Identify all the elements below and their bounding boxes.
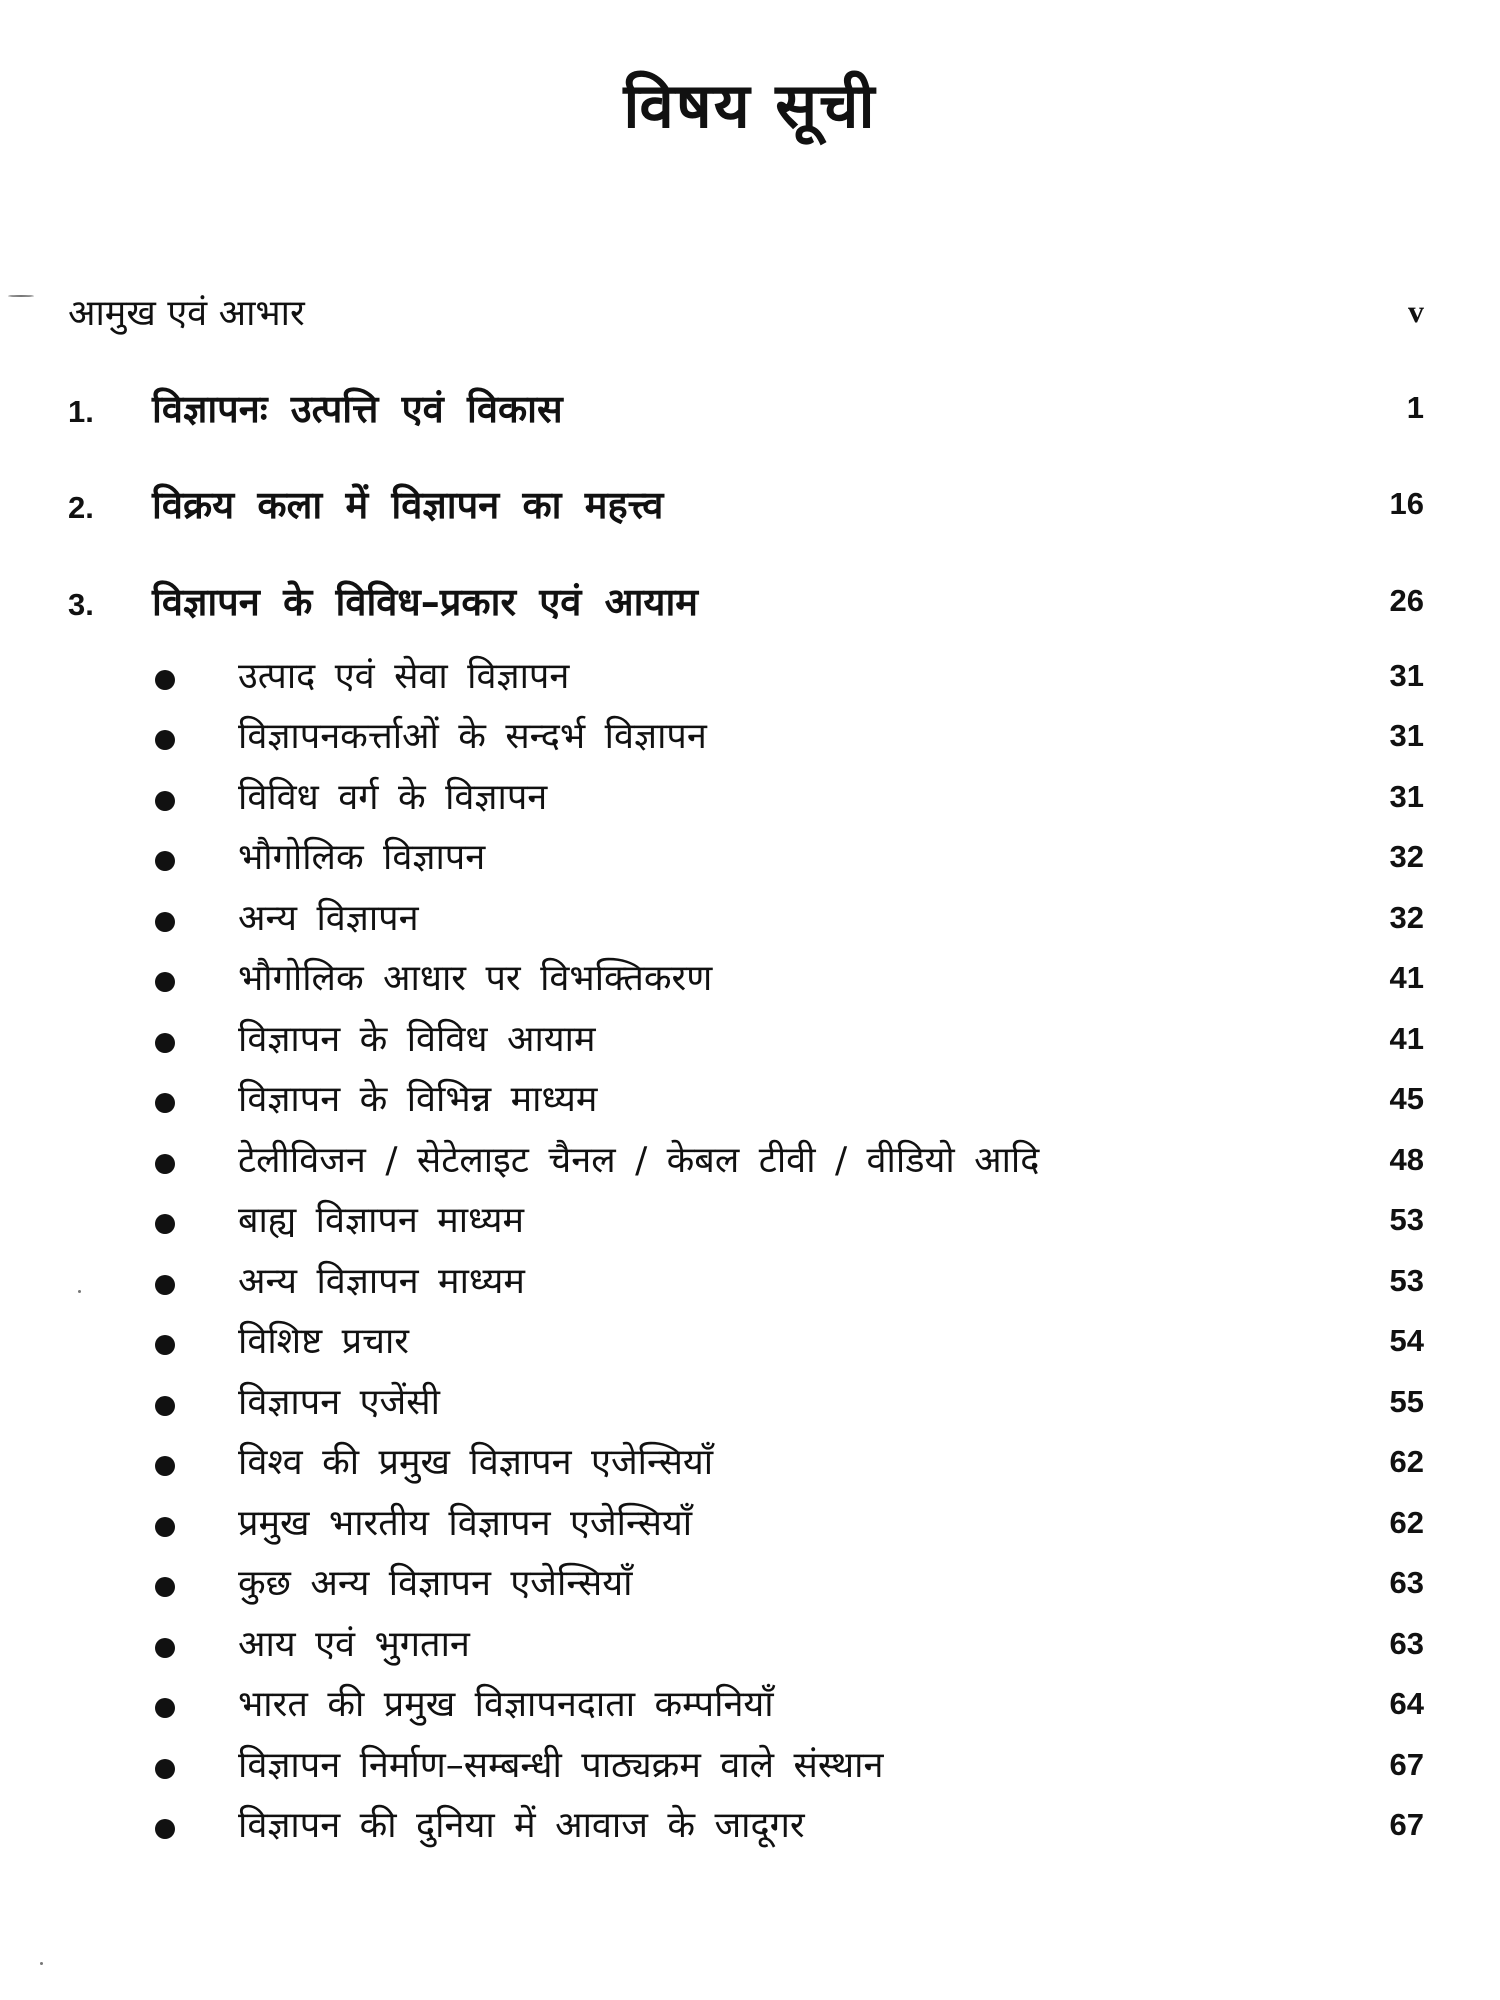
toc-item-row[interactable] bbox=[0, 952, 1500, 1002]
toc-item-row[interactable] bbox=[0, 1013, 1500, 1063]
item-title: अन्य विज्ञापन bbox=[238, 898, 419, 939]
bullet-icon bbox=[155, 1456, 175, 1476]
page-title: विषय सूची bbox=[623, 69, 877, 142]
bullet-icon bbox=[155, 1093, 175, 1113]
toc-item-row[interactable] bbox=[0, 771, 1500, 821]
item-page: 62 bbox=[1389, 1505, 1424, 1540]
toc-front-matter-row[interactable] bbox=[0, 287, 1500, 337]
item-page: 48 bbox=[1389, 1142, 1424, 1177]
item-page: 63 bbox=[1389, 1626, 1424, 1661]
bullet-icon bbox=[155, 1819, 175, 1839]
item-page: 31 bbox=[1389, 658, 1424, 693]
item-page: 53 bbox=[1389, 1263, 1424, 1298]
toc-item-row[interactable] bbox=[0, 1134, 1500, 1184]
item-title: विज्ञापनकर्त्ताओं के सन्दर्भ विज्ञापन bbox=[238, 716, 707, 757]
chapter-number: 2. bbox=[68, 490, 94, 525]
item-page: 63 bbox=[1389, 1565, 1424, 1600]
bullet-icon bbox=[155, 1335, 175, 1355]
scan-speck bbox=[8, 295, 34, 297]
chapter-title: विज्ञापनः उत्पत्ति एवं विकास bbox=[152, 387, 563, 431]
scan-speck bbox=[78, 1290, 81, 1293]
toc-item-row[interactable] bbox=[0, 1678, 1500, 1728]
bullet-icon bbox=[155, 791, 175, 811]
item-page: 32 bbox=[1389, 900, 1424, 935]
item-title: भारत की प्रमुख विज्ञापनदाता कम्पनियाँ bbox=[238, 1684, 774, 1725]
item-page: 41 bbox=[1389, 1021, 1424, 1056]
item-title: भौगोलिक विज्ञापन bbox=[238, 837, 486, 878]
bullet-icon bbox=[155, 730, 175, 750]
bullet-icon bbox=[155, 1396, 175, 1416]
bullet-icon bbox=[155, 1154, 175, 1174]
toc-item-row[interactable] bbox=[0, 1497, 1500, 1547]
item-page: 67 bbox=[1389, 1807, 1424, 1842]
toc-chapter-row[interactable] bbox=[0, 575, 1500, 625]
item-title: आय एवं भुगतान bbox=[238, 1624, 470, 1665]
item-title: बाह्य विज्ञापन माध्यम bbox=[238, 1200, 525, 1241]
item-title: विज्ञापन की दुनिया में आवाज के जादूगर bbox=[238, 1805, 805, 1846]
item-title: विज्ञापन के विभिन्न माध्यम bbox=[238, 1079, 598, 1120]
item-page: 31 bbox=[1389, 779, 1424, 814]
bullet-icon bbox=[155, 1638, 175, 1658]
toc-item-row[interactable] bbox=[0, 1194, 1500, 1244]
toc-item-row[interactable] bbox=[0, 1376, 1500, 1426]
item-title: विश्व की प्रमुख विज्ञापन एजेन्सियाँ bbox=[238, 1442, 714, 1483]
item-title: विज्ञापन एजेंसी bbox=[238, 1382, 440, 1423]
toc-item-row[interactable] bbox=[0, 1255, 1500, 1305]
toc-item-row[interactable] bbox=[0, 1739, 1500, 1789]
bullet-icon bbox=[155, 1275, 175, 1295]
item-page: 54 bbox=[1389, 1323, 1424, 1358]
toc-item-row[interactable] bbox=[0, 1073, 1500, 1123]
bullet-icon bbox=[155, 670, 175, 690]
item-title: विविध वर्ग के विज्ञापन bbox=[238, 777, 548, 818]
toc-item-row[interactable] bbox=[0, 831, 1500, 881]
bullet-icon bbox=[155, 1759, 175, 1779]
item-page: 62 bbox=[1389, 1444, 1424, 1479]
bullet-icon bbox=[155, 1214, 175, 1234]
chapter-page: 16 bbox=[1389, 486, 1424, 521]
bullet-icon bbox=[155, 972, 175, 992]
item-title: कुछ अन्य विज्ञापन एजेन्सियाँ bbox=[238, 1563, 633, 1604]
item-page: 55 bbox=[1389, 1384, 1424, 1419]
item-title: टेलीविजन / सेटेलाइट चैनल / केबल टीवी / वीडियो आदि bbox=[238, 1140, 1040, 1181]
chapter-number: 1. bbox=[68, 394, 94, 429]
item-page: 67 bbox=[1389, 1747, 1424, 1782]
item-page: 53 bbox=[1389, 1202, 1424, 1237]
bullet-icon bbox=[155, 912, 175, 932]
front-matter-label: आमुख एवं आभार bbox=[68, 293, 305, 334]
item-title: भौगोलिक आधार पर विभक्तिकरण bbox=[238, 958, 713, 999]
item-page: 45 bbox=[1389, 1081, 1424, 1116]
toc-item-row[interactable] bbox=[0, 1557, 1500, 1607]
toc-item-row[interactable] bbox=[0, 1799, 1500, 1849]
toc-item-row[interactable] bbox=[0, 1618, 1500, 1668]
item-page: 41 bbox=[1389, 960, 1424, 995]
toc-item-row[interactable] bbox=[0, 892, 1500, 942]
toc-item-row[interactable] bbox=[0, 1436, 1500, 1486]
chapter-page: 26 bbox=[1389, 583, 1424, 618]
item-page: 32 bbox=[1389, 839, 1424, 874]
bullet-icon bbox=[155, 1698, 175, 1718]
item-title: अन्य विज्ञापन माध्यम bbox=[238, 1261, 525, 1302]
chapter-title: विक्रय कला में विज्ञापन का महत्त्व bbox=[152, 483, 664, 527]
item-title: प्रमुख भारतीय विज्ञापन एजेन्सियाँ bbox=[238, 1503, 693, 1544]
item-title: विज्ञापन निर्माण–सम्बन्धी पाठ्यक्रम वाले संस्थान bbox=[238, 1745, 884, 1786]
toc-item-row[interactable] bbox=[0, 1315, 1500, 1365]
chapter-title: विज्ञापन के विविध–प्रकार एवं आयाम bbox=[152, 580, 699, 624]
chapter-number: 3. bbox=[68, 587, 94, 622]
item-title: विज्ञापन के विविध आयाम bbox=[238, 1019, 596, 1060]
toc-item-row[interactable] bbox=[0, 710, 1500, 760]
bullet-icon bbox=[155, 851, 175, 871]
toc-item-row[interactable] bbox=[0, 650, 1500, 700]
front-matter-page: v bbox=[1408, 293, 1424, 329]
bullet-icon bbox=[155, 1577, 175, 1597]
bullet-icon bbox=[155, 1517, 175, 1537]
scan-speck bbox=[40, 1962, 43, 1965]
bullet-icon bbox=[155, 1033, 175, 1053]
item-title: विशिष्ट प्रचार bbox=[238, 1321, 410, 1362]
chapter-page: 1 bbox=[1406, 390, 1424, 425]
item-page: 64 bbox=[1389, 1686, 1424, 1721]
toc-chapter-row[interactable] bbox=[0, 478, 1500, 528]
item-page: 31 bbox=[1389, 718, 1424, 753]
toc-chapter-row[interactable] bbox=[0, 382, 1500, 432]
item-title: उत्पाद एवं सेवा विज्ञापन bbox=[238, 656, 570, 697]
